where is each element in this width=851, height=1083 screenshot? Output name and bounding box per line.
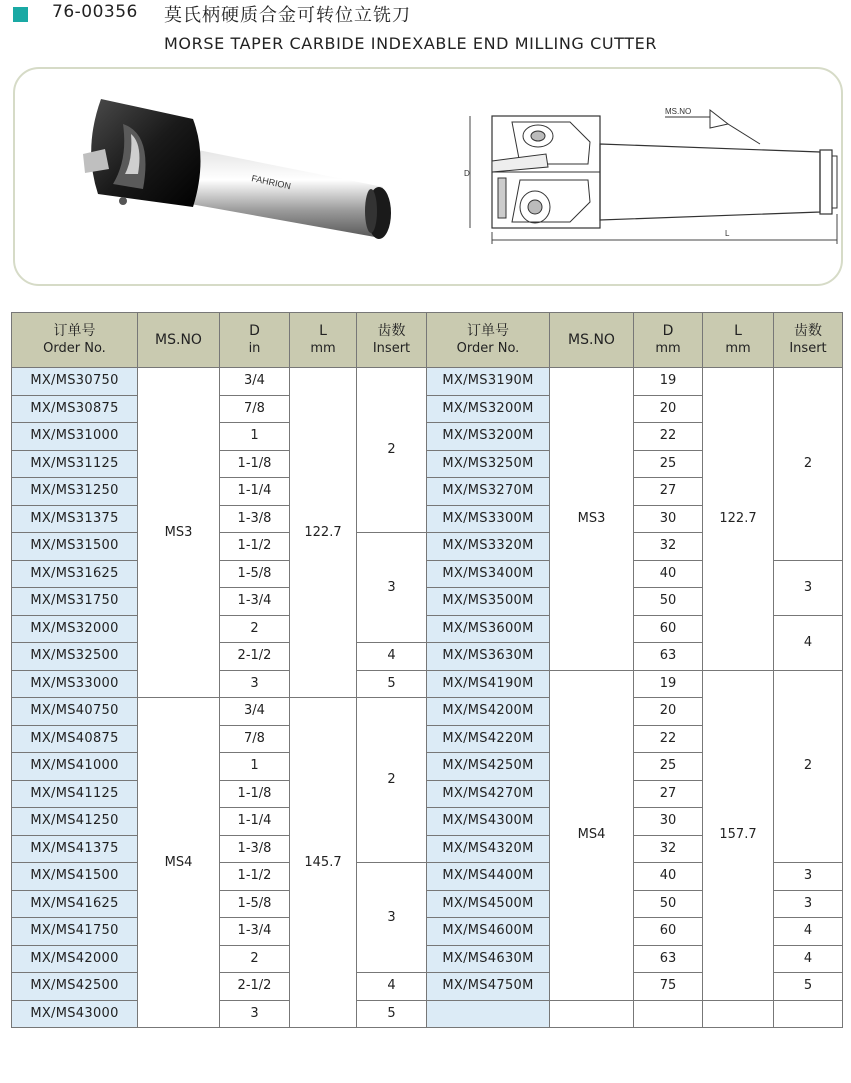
order-no-cell: MX/MS4300M	[427, 808, 550, 836]
insert-cell: 4	[774, 918, 843, 946]
d-cell: 3/4	[220, 368, 290, 396]
d-cell: 1-1/2	[220, 533, 290, 561]
empty-order-cell	[427, 1000, 550, 1028]
order-no-cell: MX/MS4190M	[427, 670, 550, 698]
d-cell: 3	[220, 670, 290, 698]
insert-cell: 4	[774, 945, 843, 973]
order-no-cell: MX/MS3500M	[427, 588, 550, 616]
order-no-cell: MX/MS31125	[12, 450, 138, 478]
l-cell: 122.7	[703, 368, 774, 671]
table-row	[12, 1000, 843, 1028]
l-cell: 122.7	[290, 368, 357, 698]
insert-cell: 3	[357, 863, 427, 973]
d-cell: 19	[634, 368, 703, 396]
d-cell: 32	[634, 835, 703, 863]
col-d-right: D mm	[634, 313, 703, 368]
d-cell: 32	[634, 533, 703, 561]
empty-cell	[774, 1000, 843, 1028]
order-no-cell: MX/MS41750	[12, 918, 138, 946]
msno-cell: MS4	[550, 670, 634, 1000]
col-msno-left: MS.NO	[138, 313, 220, 368]
product-title-cn: 莫氏柄硬质合金可转位立铣刀	[164, 5, 411, 26]
insert-cell: 2	[774, 368, 843, 561]
d-cell: 40	[634, 560, 703, 588]
order-no-cell: MX/MS42500	[12, 973, 138, 1001]
order-no-cell: MX/MS31750	[12, 588, 138, 616]
dimension-l-label: L	[725, 229, 730, 238]
order-no-cell: MX/MS4400M	[427, 863, 550, 891]
d-cell: 19	[634, 670, 703, 698]
d-cell: 2	[220, 615, 290, 643]
d-cell: 7/8	[220, 725, 290, 753]
order-no-cell: MX/MS41125	[12, 780, 138, 808]
order-no-cell: MX/MS30875	[12, 395, 138, 423]
msno-callout-label: MS.NO	[665, 107, 692, 116]
empty-cell	[634, 1000, 703, 1028]
order-no-cell: MX/MS32000	[12, 615, 138, 643]
l-cell: 145.7	[290, 698, 357, 1028]
order-no-cell: MX/MS3300M	[427, 505, 550, 533]
insert-cell: 2	[774, 670, 843, 863]
d-cell: 60	[634, 918, 703, 946]
d-cell: 40	[634, 863, 703, 891]
insert-cell: 3	[357, 533, 427, 643]
d-cell: 27	[634, 780, 703, 808]
d-cell: 63	[634, 945, 703, 973]
d-cell: 3/4	[220, 698, 290, 726]
d-cell: 2-1/2	[220, 643, 290, 671]
spec-table	[11, 312, 843, 1028]
product-code: 76-00356	[52, 2, 138, 22]
d-cell: 25	[634, 450, 703, 478]
table-row	[12, 368, 843, 396]
d-cell: 1-5/8	[220, 560, 290, 588]
d-cell: 1	[220, 753, 290, 781]
col-l-left: L mm	[290, 313, 357, 368]
d-cell: 1-1/8	[220, 780, 290, 808]
order-no-cell: MX/MS31375	[12, 505, 138, 533]
col-insert-right: 齿数 Insert	[774, 313, 843, 368]
order-no-cell: MX/MS41500	[12, 863, 138, 891]
order-no-cell: MX/MS31500	[12, 533, 138, 561]
product-title-en: MORSE TAPER CARBIDE INDEXABLE END MILLING CUTTER	[164, 34, 658, 53]
d-cell: 1-5/8	[220, 890, 290, 918]
empty-cell	[703, 1000, 774, 1028]
d-cell: 2	[220, 945, 290, 973]
d-cell: 1-1/4	[220, 478, 290, 506]
msno-cell: MS4	[138, 698, 220, 1028]
d-cell: 1	[220, 423, 290, 451]
empty-cell	[550, 1000, 634, 1028]
d-cell: 7/8	[220, 395, 290, 423]
order-no-cell: MX/MS4320M	[427, 835, 550, 863]
order-no-cell: MX/MS31625	[12, 560, 138, 588]
order-no-cell: MX/MS41625	[12, 890, 138, 918]
d-cell: 1-3/4	[220, 918, 290, 946]
d-cell: 2-1/2	[220, 973, 290, 1001]
order-no-cell: MX/MS3190M	[427, 368, 550, 396]
order-no-cell: MX/MS3200M	[427, 395, 550, 423]
order-no-cell: MX/MS4600M	[427, 918, 550, 946]
d-cell: 60	[634, 615, 703, 643]
d-cell: 1-1/2	[220, 863, 290, 891]
order-no-cell: MX/MS42000	[12, 945, 138, 973]
l-cell: 157.7	[703, 670, 774, 1000]
order-no-cell: MX/MS30750	[12, 368, 138, 396]
col-l-right: L mm	[703, 313, 774, 368]
col-insert-left: 齿数 Insert	[357, 313, 427, 368]
cutter-photo	[43, 89, 413, 269]
order-no-cell: MX/MS4220M	[427, 725, 550, 753]
order-no-cell: MX/MS41000	[12, 753, 138, 781]
cutter-drawing	[460, 94, 840, 254]
insert-cell: 5	[774, 973, 843, 1001]
d-cell: 22	[634, 423, 703, 451]
d-cell: 1-3/8	[220, 835, 290, 863]
d-cell: 1-1/4	[220, 808, 290, 836]
insert-cell: 5	[357, 670, 427, 698]
d-cell: 30	[634, 505, 703, 533]
insert-cell: 3	[774, 560, 843, 615]
insert-cell: 3	[774, 890, 843, 918]
order-no-cell: MX/MS3400M	[427, 560, 550, 588]
order-no-cell: MX/MS4500M	[427, 890, 550, 918]
d-cell: 75	[634, 973, 703, 1001]
table-row	[12, 670, 843, 698]
order-no-cell: MX/MS41375	[12, 835, 138, 863]
order-no-cell: MX/MS31250	[12, 478, 138, 506]
order-no-cell: MX/MS4270M	[427, 780, 550, 808]
d-cell: 50	[634, 588, 703, 616]
col-order-right: 订单号 Order No.	[427, 313, 550, 368]
order-no-cell: MX/MS3600M	[427, 615, 550, 643]
insert-cell: 3	[774, 863, 843, 891]
product-figure-panel	[13, 67, 843, 286]
d-cell: 25	[634, 753, 703, 781]
dimension-d-label: D	[464, 169, 470, 178]
msno-cell: MS3	[550, 368, 634, 671]
msno-cell: MS3	[138, 368, 220, 698]
order-no-cell: MX/MS3200M	[427, 423, 550, 451]
order-no-cell: MX/MS4750M	[427, 973, 550, 1001]
d-cell: 50	[634, 890, 703, 918]
d-cell: 20	[634, 698, 703, 726]
order-no-cell: MX/MS32500	[12, 643, 138, 671]
d-cell: 1-3/4	[220, 588, 290, 616]
d-cell: 3	[220, 1000, 290, 1028]
order-no-cell: MX/MS41250	[12, 808, 138, 836]
order-no-cell: MX/MS3250M	[427, 450, 550, 478]
table-header-row	[12, 313, 843, 368]
insert-cell: 5	[357, 1000, 427, 1028]
insert-cell: 4	[774, 615, 843, 670]
d-cell: 27	[634, 478, 703, 506]
col-order-left: 订单号 Order No.	[12, 313, 138, 368]
insert-cell: 4	[357, 973, 427, 1001]
d-cell: 30	[634, 808, 703, 836]
insert-cell: 2	[357, 368, 427, 533]
order-no-cell: MX/MS33000	[12, 670, 138, 698]
order-no-cell: MX/MS31000	[12, 423, 138, 451]
order-no-cell: MX/MS40750	[12, 698, 138, 726]
order-no-cell: MX/MS40875	[12, 725, 138, 753]
order-no-cell: MX/MS4630M	[427, 945, 550, 973]
d-cell: 22	[634, 725, 703, 753]
d-cell: 1-3/8	[220, 505, 290, 533]
d-cell: 63	[634, 643, 703, 671]
d-cell: 20	[634, 395, 703, 423]
insert-cell: 2	[357, 698, 427, 863]
order-no-cell: MX/MS43000	[12, 1000, 138, 1028]
order-no-cell: MX/MS4200M	[427, 698, 550, 726]
col-d-left: D in	[220, 313, 290, 368]
col-msno-right: MS.NO	[550, 313, 634, 368]
order-no-cell: MX/MS4250M	[427, 753, 550, 781]
d-cell: 1-1/8	[220, 450, 290, 478]
order-no-cell: MX/MS3270M	[427, 478, 550, 506]
brand-label: FAHRION	[250, 173, 292, 192]
order-no-cell: MX/MS3320M	[427, 533, 550, 561]
order-no-cell: MX/MS3630M	[427, 643, 550, 671]
header-marker	[13, 7, 28, 22]
insert-cell: 4	[357, 643, 427, 671]
